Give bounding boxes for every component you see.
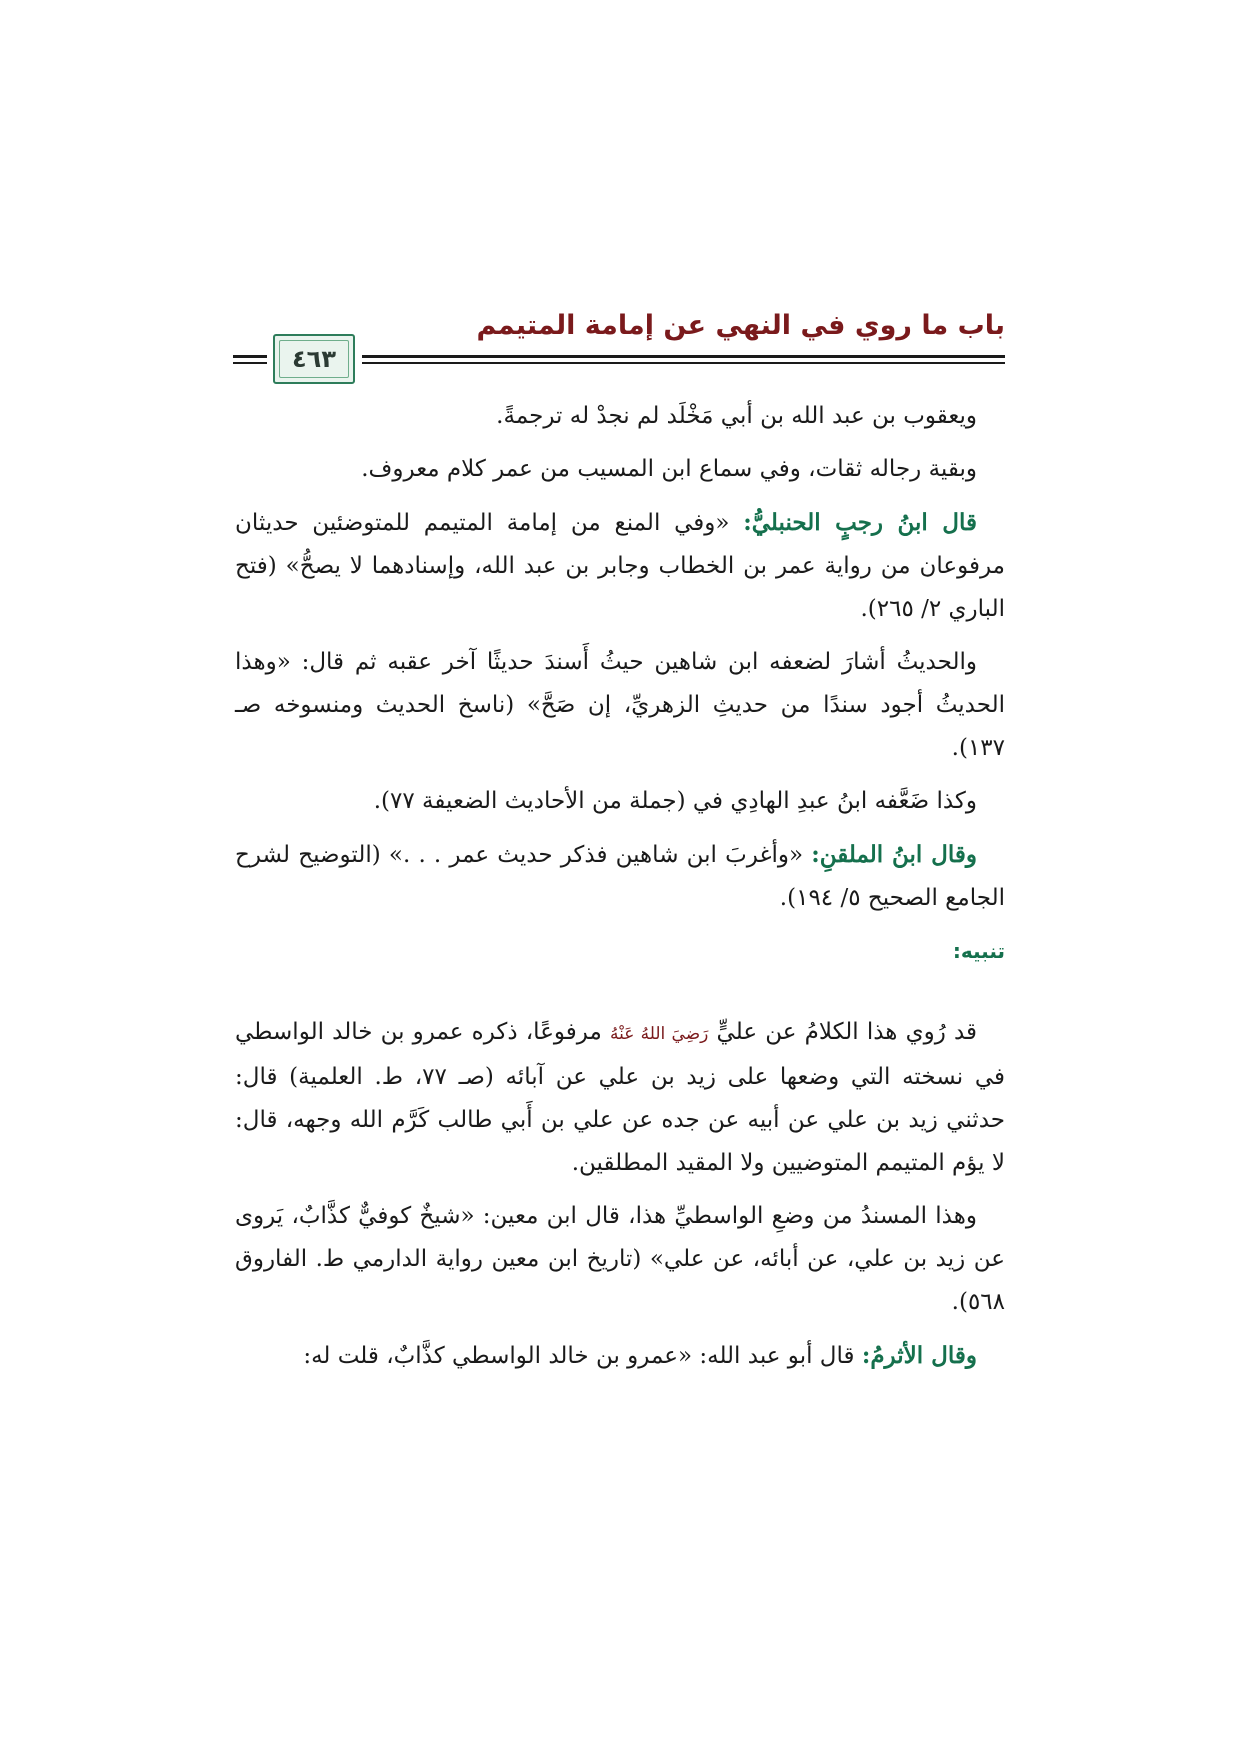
paragraph-9: [235, 1334, 1005, 1378]
speaker-ibn-mulaqqin: وقال ابنُ الملقنِ:: [811, 841, 978, 868]
chapter-title: باب ما روي في النهي عن إمامة المتيمم: [476, 310, 1005, 341]
quote-text: قال أبو عبد الله: «عمرو بن خالد الواسطي كذَّابٌ، قلت له:: [303, 1343, 855, 1369]
paragraph-1: ويعقوب بن عبد الله بن أبي مَخْلَد لم نجدْ له ترجمةً.: [496, 403, 977, 429]
paragraph-7: [235, 1011, 1005, 1185]
paragraph-8: وهذا المسندُ من وضعِ الواسطيِّ هذا، قال ابن معين: «شيخٌ كوفيٌّ كذَّابٌ، يَروى عن زيد بن علي، عن أبائه، عن علي» (تاريخ ابن معين رواية الدارمي ط. الفاروق ٥٦٨).: [235, 1203, 1005, 1315]
paragraph-3: [235, 501, 1005, 631]
paragraph-5: وكذا ضَعَّفه ابنُ عبدِ الهادِي في (جملة من الأحاديث الضعيفة ٧٧).: [373, 788, 977, 814]
header-rule-left-thin: [233, 362, 267, 364]
speaker-ibn-rajab: قال ابنُ رجبٍ الحنبليُّ:: [743, 509, 977, 536]
header-rule-left-thick: [233, 355, 267, 358]
quote-text: «وأغربَ ابن شاهين فذكر حديث عمر . . .» (التوضيح لشرح الجامع الصحيح ٥/ ١٩٤).: [235, 842, 1005, 911]
text-segment: قد رُوي هذا الكلامُ عن عليٍّ: [716, 1019, 978, 1045]
text-segment: مرفوعًا، ذكره عمرو بن خالد الواسطي في نسخته التي وضعها على زيد بن علي عن آبائه (صـ ٧٧، ط. العلمية) قال: حدثني زيد بن علي عن أبيه عن جده عن علي بن أَبي طالب كَرَّم الله وجهه، قال: لا يؤم المتيمم المتوضيين ولا المقيد المطلقين.: [235, 1019, 1005, 1176]
page-content: [235, 395, 1005, 1388]
page-number-badge: [273, 334, 355, 384]
note-heading: تنبيه:: [952, 939, 1005, 963]
header-rule-thin: [362, 362, 1005, 364]
honorific-glyph: رَضِيَ اللهُ عَنْهُ: [609, 1024, 709, 1044]
header-rule-thick: [362, 355, 1005, 358]
paragraph-4: والحديثُ أشارَ لضعفه ابن شاهين حيثُ أَسندَ حديثًا آخر عقبه ثم قال: «وهذا الحديثُ أجود سندًا من حديثِ الزهريِّ، إن صَحَّ» (ناسخ الحديث ومنسوخه صـ ١٣٧).: [235, 649, 1005, 761]
page-number: ٤٦٣: [292, 345, 336, 373]
speaker-athram: وقال الأثرمُ:: [861, 1342, 977, 1369]
quote-text: «وفي المنع من إمامة المتيمم للمتوضئين حديثان مرفوعان من رواية عمر بن الخطاب وجابر بن عبد الله، وإسنادهما لا يصحُّ» (فتح الباري ٢/ ٢٦٥).: [235, 510, 1005, 622]
paragraph-6: [235, 833, 1005, 920]
paragraph-2: وبقية رجاله ثقات، وفي سماع ابن المسيب من عمر كلام معروف.: [361, 456, 977, 482]
